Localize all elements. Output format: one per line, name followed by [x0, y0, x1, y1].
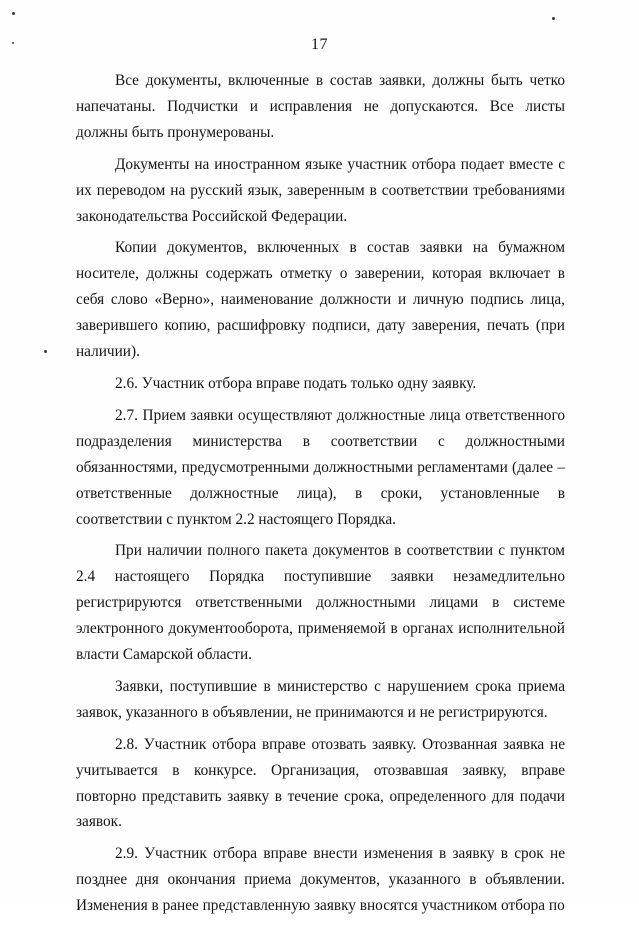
paragraph: При наличии полного пакета документов в соответствии с пунктом 2.4 настоящего Порядка поступившие заявки незамедлительно регистрируются ответственными должностными лицами в системе электронного документооборота, применяемой в органах исполнительной власти Самарской области. — [76, 542, 565, 664]
paragraph: 2.9. Участник отбора вправе внести изменения в заявку в срок не позднее дня окончания приема документов, указанного в объявлении. Изменения в ранее представленную заявку вносятся участником отбора по — [76, 845, 565, 915]
paragraph: 2.6. Участник отбора вправе подать только одну заявку. — [115, 374, 477, 392]
page-number: 17 — [311, 36, 328, 53]
scan-speck — [552, 17, 555, 20]
paragraph: Все документы, включенные в состав заявки, должны быть четко напечатаны. Подчистки и исправления не допускаются. Все листы должны быть пронумерованы. — [76, 72, 565, 141]
paragraph: Заявки, поступившие в министерство с нарушением срока приема заявок, указанного в объявлении, не принимаются и не регистрируются. — [76, 677, 565, 721]
paragraph: Копии документов, включенных в состав заявки на бумажном носителе, должны содержать отметку о заверении, которая включает в себя слово «Верно», наименование должности и личную подпись лица, заверившего копию, расшифровку подписи, дату заверения, печать (при наличии). — [76, 239, 565, 361]
scan-speck — [44, 350, 47, 353]
paragraph: 2.8. Участник отбора вправе отозвать заявку. Отозванная заявка не учитывается в конкурсе. Организация, отозвавшая заявку, вправе повторно представить заявку в течение срока, определенного для подачи заявок. — [76, 735, 565, 831]
document-body — [76, 68, 565, 925]
paragraph: Документы на иностранном языке участник отбора подает вместе с их переводом на русский язык, заверенным в соответствии требованиями законодательства Российской Федерации. — [76, 155, 565, 225]
paragraph: 2.7. Прием заявки осуществляют должностные лица ответственного подразделения министерства в соответствии с должностными обязанностями, предусмотренными должностными регламентами (далее – ответственные должностные лица), в сроки, установленные в соответствии с пунктом 2.2 настоящего Порядка. — [76, 406, 565, 528]
scan-speck — [12, 12, 15, 15]
